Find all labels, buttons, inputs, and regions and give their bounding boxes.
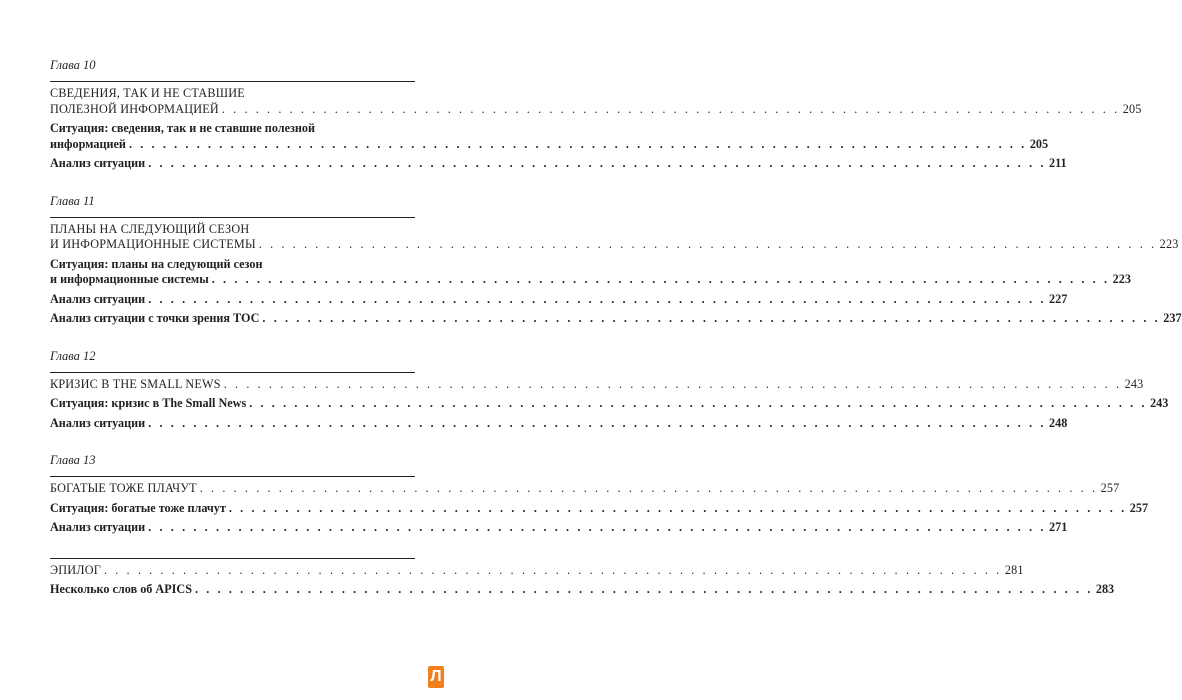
entry-text-line: Ситуация: кризис в The Small News: [50, 396, 247, 410]
entry-text-line: Анализ ситуации с точки зрения ТОС: [50, 311, 260, 325]
dot-leader: . . . . . . . . . . . . . . . . . . . . . . . . . . . . . . . . . . . . . . . . . . . . . . . . . . . . . . . . . . . . . . . . . . . . . . . . . . . . . . . .: [221, 101, 1120, 116]
entry-leader-row: [50, 415, 1068, 432]
page-number: 281: [1004, 562, 1024, 577]
entry-text-line: Несколько слов об APICS: [50, 582, 192, 596]
publisher-logo: [428, 666, 444, 688]
entry-text-line: СВЕДЕНИЯ, ТАК И НЕ СТАВШИЕ: [50, 86, 245, 100]
entry-leader-row: [50, 101, 1142, 118]
toc-entry: [50, 415, 1068, 432]
chapter-rule: [50, 372, 415, 373]
dot-leader: . . . . . . . . . . . . . . . . . . . . . . . . . . . . . . . . . . . . . . . . . . . . . . . . . . . . . . . . . . . . . . . . . . . . . . . . . . . . . . . .: [262, 311, 1161, 325]
entry-text-line: Анализ ситуации: [50, 291, 146, 306]
toc-entry: [50, 156, 1067, 172]
entry-text-line: ЭПИЛОГ: [50, 562, 101, 577]
chapter-label: Глава 12: [50, 348, 96, 363]
dot-leader: . . . . . . . . . . . . . . . . . . . . . . . . . . . . . . . . . . . . . . . . . . . . . . . . . . . . . . . . . . . . . . . . . . . . . . . . . . . . . . . .: [199, 481, 1098, 495]
epilog-block: [50, 558, 1115, 598]
entry-text-line: ПОЛЕЗНОЙ ИНФОРМАЦИЕЙ: [50, 101, 219, 116]
page-number: 243: [1150, 396, 1169, 410]
dot-leader: . . . . . . . . . . . . . . . . . . . . . . . . . . . . . . . . . . . . . . . . . . . . . . . . . . . . . . . . . . . . . . . . . . . . . . . . . . . . . . . .: [148, 415, 1047, 430]
entry-text-line: БОГАТЫЕ ТОЖЕ ПЛАЧУТ: [50, 481, 197, 495]
dot-leader: . . . . . . . . . . . . . . . . . . . . . . . . . . . . . . . . . . . . . . . . . . . . . . . . . . . . . . . . . . . . . . . . . . . . . . . . . . . . . . . .: [223, 376, 1122, 391]
chapter-rule: [50, 81, 415, 82]
entry-text-line: информацией: [50, 136, 126, 151]
entry-text-line: Ситуация: богатые тоже плачут: [50, 500, 226, 515]
entry-leader-row: [50, 582, 1115, 598]
entry-text-line: ПЛАНЫ НА СЛЕДУЮЩИЙ СЕЗОН: [50, 221, 250, 236]
chapter-block: [50, 348, 1169, 432]
table-of-contents: [50, 58, 1182, 620]
logo-letter: Л: [430, 668, 442, 685]
page-number: 223: [1159, 237, 1179, 251]
chapter-rule: [50, 558, 415, 559]
dot-leader: . . . . . . . . . . . . . . . . . . . . . . . . . . . . . . . . . . . . . . . . . . . . . . . . . . . . . . . . . . . . . . . . . . . . . . . . . . . . . . . .: [249, 396, 1148, 410]
dot-leader: . . . . . . . . . . . . . . . . . . . . . . . . . . . . . . . . . . . . . . . . . . . . . . . . . . . . . . . . . . . . . . . . . . . . . . . . . . . . . . . .: [128, 136, 1027, 151]
page-number: 223: [1112, 272, 1131, 286]
dot-leader: . . . . . . . . . . . . . . . . . . . . . . . . . . . . . . . . . . . . . . . . . . . . . . . . . . . . . . . . . . . . . . . . . . . . . . . . . . . . . . . .: [148, 156, 1047, 170]
dot-leader: . . . . . . . . . . . . . . . . . . . . . . . . . . . . . . . . . . . . . . . . . . . . . . . . . . . . . . . . . . . . . . . . . . . . . . . . . . . . . . . .: [195, 582, 1093, 596]
toc-entry: [50, 291, 1068, 308]
page-number: 205: [1122, 101, 1142, 116]
entry-leader-row: [50, 156, 1067, 172]
chapter-block: [50, 193, 1182, 327]
dot-leader: . . . . . . . . . . . . . . . . . . . . . . . . . . . . . . . . . . . . . . . . . . . . . . . . . . . . . . . . . . . . . . . . . . . . . . . . . . . . . . . .: [228, 500, 1127, 515]
entry-text-line: КРИЗИС В THE SMALL NEWS: [50, 376, 221, 391]
entry-leader-row: [50, 237, 1179, 253]
toc-entry: [50, 481, 1120, 497]
entry-leader-row: [50, 562, 1024, 579]
page-number: 271: [1049, 520, 1068, 534]
entry-leader-row: [50, 520, 1068, 536]
entry-leader-row: [50, 396, 1169, 412]
dot-leader: . . . . . . . . . . . . . . . . . . . . . . . . . . . . . . . . . . . . . . . . . . . . . . . . . . . . . . . . . . . . . . . . . . . . . . . . . . . . . . . .: [103, 562, 1002, 577]
toc-entry: [50, 256, 1131, 288]
page-number: 243: [1124, 376, 1144, 391]
page-number: 237: [1163, 311, 1182, 325]
chapter-block: [50, 58, 1142, 172]
dot-leader: . . . . . . . . . . . . . . . . . . . . . . . . . . . . . . . . . . . . . . . . . . . . . . . . . . . . . . . . . . . . . . . . . . . . . . . . . . . . . . . .: [211, 272, 1110, 286]
page-number: 248: [1049, 415, 1068, 430]
toc-entry: [50, 376, 1144, 393]
toc-entry: [50, 396, 1169, 412]
page-number: 211: [1049, 156, 1067, 170]
toc-entry: [50, 311, 1182, 327]
toc-entry: [50, 221, 1179, 253]
chapter-label: Глава 13: [50, 453, 96, 467]
dot-leader: . . . . . . . . . . . . . . . . . . . . . . . . . . . . . . . . . . . . . . . . . . . . . . . . . . . . . . . . . . . . . . . . . . . . . . . . . . . . . . . .: [148, 520, 1047, 534]
entry-text-line: Анализ ситуации: [50, 415, 146, 430]
toc-entry: [50, 562, 1024, 579]
entry-leader-row: [50, 272, 1131, 288]
dot-leader: . . . . . . . . . . . . . . . . . . . . . . . . . . . . . . . . . . . . . . . . . . . . . . . . . . . . . . . . . . . . . . . . . . . . . . . . . . . . . . . .: [258, 237, 1157, 251]
page-number: 205: [1029, 136, 1049, 151]
entry-leader-row: [50, 481, 1120, 497]
entry-text-line: и информационные системы: [50, 272, 209, 286]
toc-entry: [50, 86, 1142, 117]
toc-entry: [50, 582, 1115, 598]
entry-leader-row: [50, 376, 1144, 393]
chapter-rule: [50, 476, 415, 477]
chapter-label: Глава 11: [50, 193, 95, 208]
toc-entry: [50, 121, 1049, 152]
page-number: 227: [1049, 291, 1068, 306]
entry-text-line: Анализ ситуации: [50, 520, 146, 534]
chapter-rule: [50, 217, 415, 218]
entry-text-line: Анализ ситуации: [50, 156, 146, 170]
page-number: 283: [1095, 582, 1115, 596]
page-number: 257: [1129, 500, 1149, 515]
entry-leader-row: [50, 136, 1049, 153]
entry-leader-row: [50, 291, 1068, 308]
toc-entry: [50, 500, 1149, 517]
entry-leader-row: [50, 500, 1149, 517]
entry-text-line: Ситуация: планы на следующий сезон: [50, 256, 263, 271]
page-number: 257: [1100, 481, 1120, 495]
entry-leader-row: [50, 311, 1182, 327]
chapter-label: Глава 10: [50, 58, 96, 72]
chapter-block: [50, 453, 1149, 536]
dot-leader: . . . . . . . . . . . . . . . . . . . . . . . . . . . . . . . . . . . . . . . . . . . . . . . . . . . . . . . . . . . . . . . . . . . . . . . . . . . . . . . .: [148, 291, 1047, 306]
toc-entry: [50, 520, 1068, 536]
entry-text-line: Ситуация: сведения, так и не ставшие полезной: [50, 121, 316, 135]
entry-text-line: И ИНФОРМАЦИОННЫЕ СИСТЕМЫ: [50, 237, 256, 251]
